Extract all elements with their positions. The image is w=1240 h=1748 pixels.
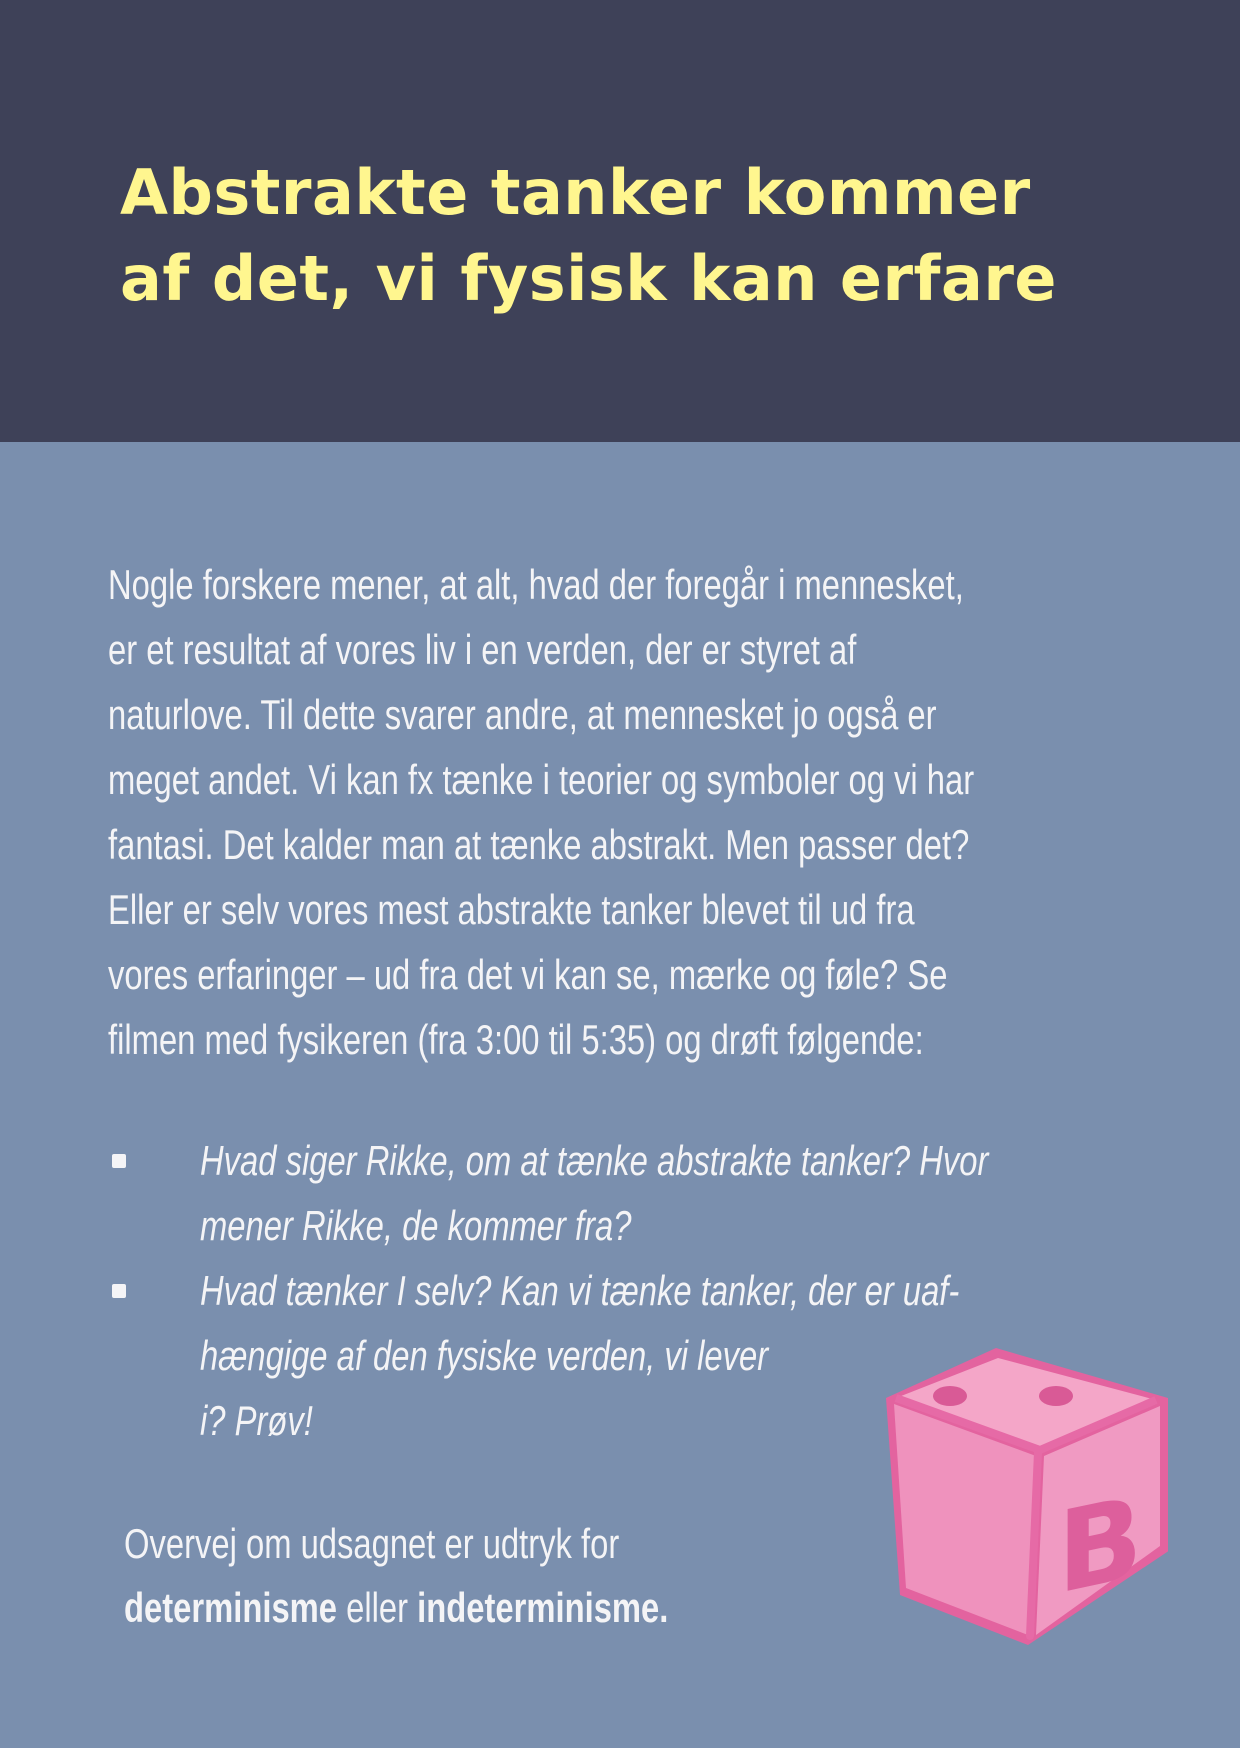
intro-line: Nogle forskere mener, at alt, hvad der foregår i mennesket, — [108, 561, 964, 608]
title-line: af det, vi fysisk kan erfare — [120, 242, 1057, 315]
bullet-icon — [112, 1154, 126, 1168]
term-determinism: determinisme — [124, 1584, 338, 1631]
question-line: Hvad tænker I selv? Kan vi tænke tanker, der er uaf- — [200, 1267, 960, 1314]
statement-prompt — [124, 1512, 668, 1640]
statement-line: Overvej om udsagnet er udtryk for — [124, 1520, 620, 1567]
term-connector: eller — [337, 1584, 418, 1631]
intro-line: naturlove. Til dette svarer andre, at mennesket jo også er — [108, 691, 937, 738]
header-band — [0, 0, 1240, 442]
intro-line: fantasi. Det kalder man at tænke abstrakt. Men passer det? — [108, 821, 970, 868]
question-line: mener Rikke, de kommer fra? — [200, 1202, 632, 1249]
bullet-icon — [112, 1284, 126, 1298]
page-title — [120, 150, 1120, 322]
intro-line: meget andet. Vi kan fx tænke i teorier og symboler og vi har — [108, 756, 975, 803]
title-line: Abstrakte tanker kommer — [120, 156, 1031, 229]
question-line: Hvad siger Rikke, om at tænke abstrakte tanker? Hvor — [200, 1137, 989, 1184]
letter-block-die-icon — [878, 1340, 1168, 1650]
die-letter: B — [1057, 1470, 1143, 1620]
statement-terms — [124, 1576, 668, 1640]
question-line: hængige af den fysiske verden, vi lever — [200, 1332, 769, 1379]
intro-line: vores erfaringer – ud fra det vi kan se, mærke og føle? Se — [108, 951, 948, 998]
question-item — [108, 1128, 1168, 1258]
question-text — [200, 1258, 960, 1453]
intro-paragraph — [108, 552, 975, 1072]
die-pip — [933, 1386, 967, 1406]
intro-line: Eller er selv vores mest abstrakte tanker blevet til ud fra — [108, 886, 915, 933]
question-line: i? Prøv! — [200, 1397, 313, 1444]
intro-line: filmen med fysikeren (fra 3:00 til 5:35) og drøft følgende: — [108, 1016, 924, 1063]
die-pip — [1039, 1386, 1073, 1406]
term-indeterminism: indeterminisme. — [417, 1584, 669, 1631]
question-text — [200, 1128, 989, 1258]
intro-line: er et resultat af vores liv i en verden, der er styret af — [108, 626, 857, 673]
